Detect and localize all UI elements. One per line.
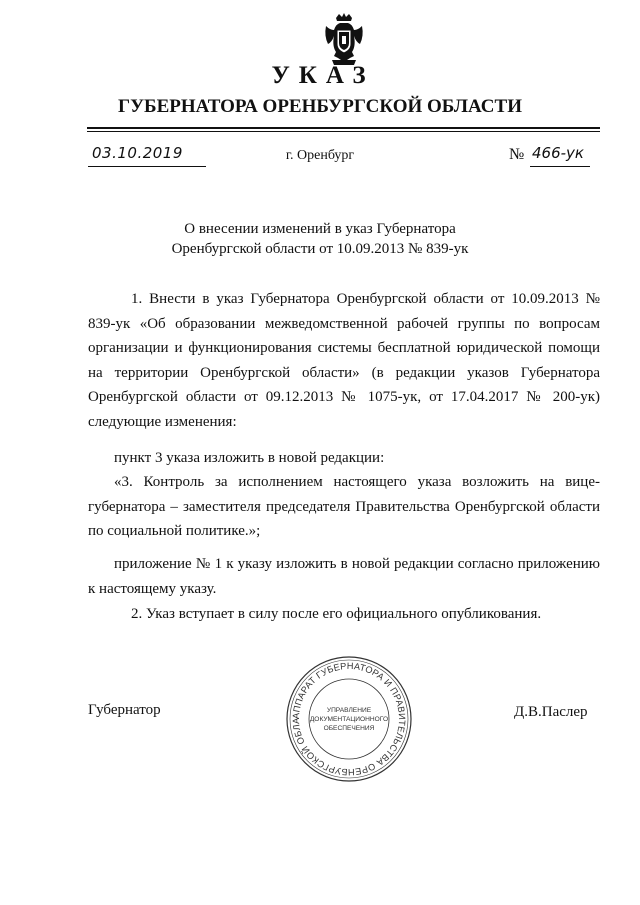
number-underline: [530, 166, 590, 167]
date-underline: [88, 166, 206, 167]
document-subtitle: ГУБЕРНАТОРА ОРЕНБУРГСКОЙ ОБЛАСТИ: [118, 96, 522, 117]
document-date: 03.10.2019: [92, 144, 183, 162]
number-label: №: [509, 146, 525, 163]
paragraph-3: «3. Контроль за исполнением настоящего указа возложить на вице-губернатора – заместителя председателя Правительства Оренбургской области по социальной политике.»;: [88, 474, 600, 539]
paragraph-1: 1. Внести в указ Губернатора Оренбургской области от 10.09.2013 № 839-ук «Об образовании межведомственной рабочей группы по вопросам организации и функционирования системы бесплатной юридической помощи на территории Оренбургской области» (в редакции указов Губернатора Оренбургской области от 09.12.2013 № 1075-ук, от 17.04.2017 № 200-ук) следующие изменения:: [88, 291, 600, 430]
heading-line-2: Оренбургской области от 10.09.2013 № 839-ук: [171, 241, 469, 257]
document-heading: [0, 219, 640, 259]
coat-of-arms-icon: [322, 12, 366, 66]
document-city: г. Оренбург: [285, 148, 355, 163]
paragraph-2: пункт 3 указа изложить в новой редакции:: [114, 450, 385, 466]
header-divider-thick: [87, 127, 600, 129]
signatory-name: Д.В.Паслер: [514, 704, 588, 720]
heading-line-1: О внесении изменений в указ Губернатора: [184, 221, 456, 237]
stamp-line-2: ДОКУМЕНТАЦИОННОГО: [309, 716, 389, 723]
header-divider-thin: [87, 131, 600, 132]
official-stamp: [285, 655, 413, 783]
paragraph-5: 2. Указ вступает в силу после его официального опубликования.: [131, 606, 542, 622]
stamp-line-3: ОБЕСПЕЧЕНИЯ: [323, 725, 375, 732]
stamp-line-1: УПРАВЛЕНИЕ: [326, 707, 372, 714]
document-title: УКАЗ: [271, 62, 375, 89]
stamp-ring-text: АППАРАТ ГУБЕРНАТОРА И ПРАВИТЕЛЬСТВА ОРЕНБУРГСКОЙ ОБЛА: [290, 660, 408, 778]
document-number: 466-ук: [532, 144, 584, 162]
paragraph-4: приложение № 1 к указу изложить в новой редакции согласно приложению к настоящему указу.: [88, 556, 600, 597]
signatory-position: Губернатор: [88, 702, 161, 718]
